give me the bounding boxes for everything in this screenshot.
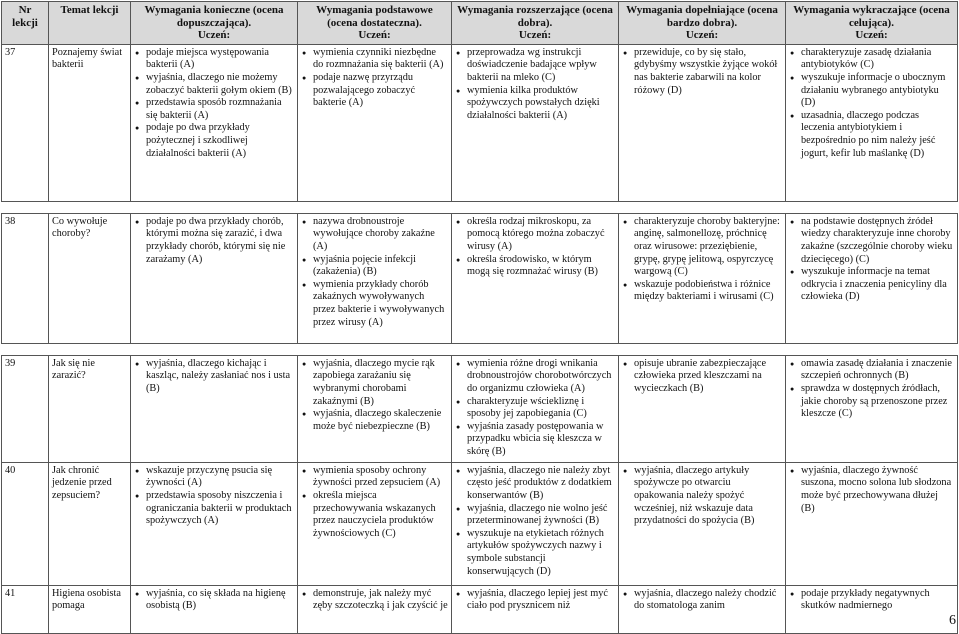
- header-label: Wymagania rozszerzające (ocena dobra).: [457, 4, 613, 29]
- lesson-topic: Co wywołuje choroby?: [49, 213, 131, 343]
- requirement-item: ● podaje przykłady negatywnych skutków nadmiernego: [801, 588, 954, 613]
- requirement-item: ● wyjaśnia, dlaczego artykuły spożywcze po otwarciu opakowania należy spożyć wcześniej, niż wskazuje data przydatności do spożycia (B): [634, 465, 782, 528]
- requirements-list: [789, 47, 954, 160]
- requirements-list: [301, 358, 448, 434]
- header-nr: Nr lekcji: [2, 2, 49, 45]
- requirement-item: ● charakteryzuje wściekliznę i sposoby jej zapobiegania (C): [467, 396, 615, 421]
- header-podstawowe: [298, 2, 452, 45]
- requirements-list: [622, 358, 782, 396]
- requirement-item: ● wyszukuje informacje na temat odkrycia i znaczenia penicyliny dla człowieka (D): [801, 266, 954, 304]
- requirements-rozszerzajace: [452, 355, 619, 462]
- requirements-list: [134, 588, 294, 613]
- table-row: [2, 213, 958, 343]
- requirement-item: ● wyjaśnia, dlaczego skaleczenie może być niebezpieczne (B): [313, 408, 448, 433]
- requirements-list: [301, 47, 448, 110]
- requirement-item: ● określa miejsca przechowywania wskazanych przez nauczyciela produktów żywnościowych (C): [313, 490, 448, 540]
- requirements-dopelniajace: [619, 44, 786, 201]
- row-gap: [2, 343, 958, 355]
- header-topic: Temat lekcji: [49, 2, 131, 45]
- lesson-number: 38: [2, 213, 49, 343]
- requirements-list: [301, 588, 448, 613]
- requirements-list: [455, 358, 615, 459]
- requirement-item: ● wyszukuje informacje o ubocznym działaniu wybranego antybiotyku (D): [801, 72, 954, 110]
- requirements-list: [455, 465, 615, 578]
- gap-cell: [2, 343, 958, 355]
- table-row: [2, 355, 958, 462]
- requirement-item: ● wymienia sposoby ochrony żywności przed zepsuciem (A): [313, 465, 448, 490]
- requirements-list: [455, 216, 615, 279]
- requirement-item: ● uzasadnia, dlaczego podczas leczenia antybiotykiem i bezpośrednio po nim należy jeść jogurt, kefir lub maślankę (D): [801, 110, 954, 160]
- requirements-list: [455, 588, 615, 613]
- requirement-item: ● sprawdza w dostępnych źródłach, jakie choroby są przenoszone przez kleszcze (C): [801, 383, 954, 421]
- requirements-rozszerzajace: [452, 462, 619, 585]
- table-row: [2, 462, 958, 585]
- requirements-rozszerzajace: [452, 585, 619, 633]
- requirements-list: [622, 216, 782, 304]
- requirement-item: ● podaje po dwa przykłady chorób, którymi można się zarazić, i dwa przykłady chorób, którymi się nie zarażamy (A): [146, 216, 294, 266]
- lesson-number: 37: [2, 44, 49, 201]
- requirements-list: [134, 358, 294, 396]
- header-label: Wymagania wykraczające (ocena celująca).: [793, 4, 950, 29]
- requirement-item: ● wyjaśnia, dlaczego mycie rąk zapobiega zarażaniu się wybranymi chorobami zakaźnymi (B): [313, 358, 448, 408]
- lesson-number: 40: [2, 462, 49, 585]
- header-uczen: Uczeń:: [685, 29, 719, 42]
- requirements-list: [789, 588, 954, 613]
- requirements-konieczne: [131, 462, 298, 585]
- header-label: Wymagania konieczne (ocena dopuszczająca).: [144, 4, 284, 29]
- requirement-item: ● wyjaśnia, dlaczego nie wolno jeść przeterminowanej żywności (B): [467, 503, 615, 528]
- requirements-list: [789, 465, 954, 515]
- requirement-item: ● wyjaśnia zasady postępowania w przypadku wbicia się kleszcza w skórę (B): [467, 421, 615, 459]
- requirement-item: ● wyjaśnia pojęcie infekcji (zakażenia) (B): [313, 254, 448, 279]
- requirement-item: ● wskazuje podobieństwa i różnice między bakteriami i wirusami (C): [634, 279, 782, 304]
- requirement-item: ● nazywa drobnoustroje wywołujące choroby zakaźne (A): [313, 216, 448, 254]
- requirement-item: ● wyjaśnia, dlaczego kichając i kaszląc, należy zasłaniać nos i usta (B): [146, 358, 294, 396]
- requirement-item: ● przedstawia sposoby niszczenia i ograniczania bakterii w produktach spożywczych (A): [146, 490, 294, 528]
- requirements-podstawowe: [298, 44, 452, 201]
- requirements-wykraczajace: [786, 44, 958, 201]
- header-label: Wymagania dopełniające (ocena bardzo dobra).: [626, 4, 778, 29]
- requirements-wykraczajace: [786, 355, 958, 462]
- lesson-topic: Higiena osobista pomaga: [49, 585, 131, 633]
- lesson-topic: Poznajemy świat bakterii: [49, 44, 131, 201]
- header-rozszerzajace: [452, 2, 619, 45]
- requirements-list: [134, 465, 294, 528]
- table-row: [2, 44, 958, 201]
- requirements-podstawowe: [298, 462, 452, 585]
- gap-cell: [2, 201, 958, 213]
- requirement-item: ● przeprowadza wg instrukcji doświadczenie badające wpływ bakterii na mleko (C): [467, 47, 615, 85]
- requirement-item: ● wyszukuje na etykietach różnych artykułów spożywczych nazwy i symbole substancji konserwujących (D): [467, 528, 615, 578]
- requirements-list: [622, 465, 782, 528]
- header-row: [2, 2, 958, 45]
- requirement-item: ● opisuje ubranie zabezpieczające człowieka przed kleszczami na wycieczkach (B): [634, 358, 782, 396]
- header-uczen: Uczeń:: [358, 29, 391, 42]
- requirement-item: ● wyjaśnia, dlaczego żywność suszona, mocno solona lub słodzona może być przechowywana dłużej (B): [801, 465, 954, 515]
- requirements-rozszerzajace: [452, 44, 619, 201]
- requirements-wykraczajace: [786, 462, 958, 585]
- row-gap: [2, 201, 958, 213]
- header-label: Wymagania podstawowe (ocena dostateczna).: [316, 4, 433, 29]
- lesson-topic: Jak się nie zarazić?: [49, 355, 131, 462]
- requirement-item: ● wymienia przykłady chorób zakaźnych wywoływanych przez bakterie i wywoływanych przez wirusy (A): [313, 279, 448, 329]
- header-uczen: Uczeń:: [518, 29, 552, 42]
- requirement-item: ● charakteryzuje choroby bakteryjne: anginę, salmonellozę, próchnicę oraz wirusowe: przeziębienie, grypę, grypę jelitową, ospyrczycę wargową (C): [634, 216, 782, 279]
- requirements-wykraczajace: [786, 213, 958, 343]
- requirements-list: [622, 588, 782, 613]
- requirements-konieczne: [131, 44, 298, 201]
- requirement-item: ● podaje miejsca występowania bakterii (A): [146, 47, 294, 72]
- requirement-item: ● przewiduje, co by się stało, gdybyśmy wszystkie żyjące wokół nas bakterie zabarwili na kolor różowy (D): [634, 47, 782, 97]
- header-konieczne: [131, 2, 298, 45]
- header-uczen: Uczeń:: [197, 29, 231, 42]
- requirement-item: ● wymienia czynniki niezbędne do rozmnażania się bakterii (A): [313, 47, 448, 72]
- requirement-item: ● na podstawie dostępnych źródeł wiedzy charakteryzuje inne choroby zakaźne (szczególnie choroby wieku dziecięcego) (C): [801, 216, 954, 266]
- requirement-item: ● wymienia różne drogi wnikania drobnoustrojów chorobotwórczych do organizmu człowieka (A): [467, 358, 615, 396]
- requirements-dopelniajace: [619, 213, 786, 343]
- requirements-konieczne: [131, 585, 298, 633]
- requirement-item: ● wymienia kilka produktów spożywczych powstałych dzięki działalności bakterii (A): [467, 85, 615, 123]
- requirements-wykraczajace: [786, 585, 958, 633]
- header-wykraczajace: [786, 2, 958, 45]
- requirement-item: ● wyjaśnia, dlaczego lepiej jest myć ciało pod prysznicem niż: [467, 588, 615, 613]
- requirements-list: [134, 47, 294, 160]
- requirement-item: ● wyjaśnia, co się składa na higienę osobistą (B): [146, 588, 294, 613]
- lesson-number: 41: [2, 585, 49, 633]
- requirements-list: [134, 216, 294, 266]
- requirements-list: [789, 216, 954, 304]
- header-dopelniajace: [619, 2, 786, 45]
- requirement-item: ● przedstawia sposób rozmnażania się bakterii (A): [146, 97, 294, 122]
- requirements-list: [301, 465, 448, 541]
- requirement-item: ● charakteryzuje zasadę działania antybiotyków (C): [801, 47, 954, 72]
- requirement-item: ● określa rodzaj mikroskopu, za pomocą którego można zobaczyć wirusy (A): [467, 216, 615, 254]
- table-row: [2, 585, 958, 633]
- lesson-number: 39: [2, 355, 49, 462]
- requirements-podstawowe: [298, 213, 452, 343]
- requirement-item: ● wskazuje przyczynę psucia się żywności (A): [146, 465, 294, 490]
- requirements-list: [789, 358, 954, 421]
- requirements-podstawowe: [298, 585, 452, 633]
- requirements-dopelniajace: [619, 462, 786, 585]
- curriculum-table: [1, 1, 958, 634]
- requirements-dopelniajace: [619, 355, 786, 462]
- requirement-item: ● podaje nazwę przyrządu pozwalającego zobaczyć bakterie (A): [313, 72, 448, 110]
- requirements-list: [301, 216, 448, 329]
- requirements-rozszerzajace: [452, 213, 619, 343]
- requirement-item: ● demonstruje, jak należy myć zęby szczoteczką i jak czyścić je: [313, 588, 448, 613]
- table-body: [2, 44, 958, 633]
- page-number: 6: [949, 613, 956, 628]
- requirement-item: ● wyjaśnia, dlaczego należy chodzić do stomatologa zanim: [634, 588, 782, 613]
- requirements-dopelniajace: [619, 585, 786, 633]
- requirements-konieczne: [131, 213, 298, 343]
- requirement-item: ● wyjaśnia, dlaczego nie możemy zobaczyć bakterii gołym okiem (B): [146, 72, 294, 97]
- requirements-list: [455, 47, 615, 123]
- requirement-item: ● omawia zasadę działania i znaczenie szczepień ochronnych (B): [801, 358, 954, 383]
- header-uczen: Uczeń:: [855, 29, 888, 42]
- requirement-item: ● podaje po dwa przykłady pożytecznej i szkodliwej działalności bakterii (A): [146, 122, 294, 160]
- requirements-konieczne: [131, 355, 298, 462]
- requirement-item: ● określa środowisko, w którym mogą się rozmnażać wirusy (B): [467, 254, 615, 279]
- lesson-topic: Jak chronić jedzenie przed zepsuciem?: [49, 462, 131, 585]
- requirements-list: [622, 47, 782, 97]
- requirements-podstawowe: [298, 355, 452, 462]
- requirement-item: ● wyjaśnia, dlaczego nie należy zbyt często jeść produktów z dodatkiem konserwantów (B): [467, 465, 615, 503]
